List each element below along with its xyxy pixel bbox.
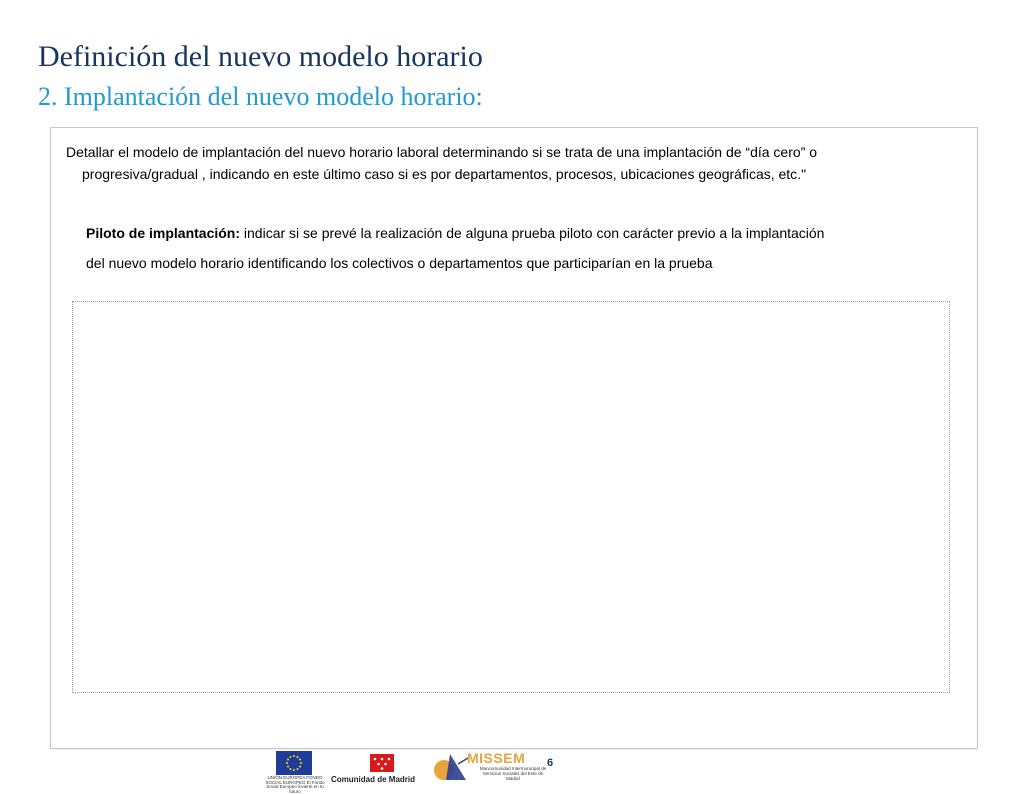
comunidad-madrid-flag-icon	[370, 754, 394, 772]
missem-logo-icon	[432, 750, 470, 784]
pilot-section	[86, 222, 926, 274]
pilot-label: Piloto de implantación:	[86, 225, 241, 241]
eu-stars-icon	[276, 751, 312, 775]
page-title: Definición del nuevo modelo horario	[38, 40, 483, 73]
missem-subtitle: Mancomunidad Intermunicipal de Servicios Sociales del Este de Madrid	[479, 766, 547, 781]
eu-caption: UNIÓN EUROPEA FONDO SOCIAL EUROPEO El Fondo Social Europeo invierte en tu futuro	[265, 775, 325, 794]
instructions-text: Detallar el modelo de implantación del nuevo horario laboral determinando si se trata de una implantación de “día cero” o progresiva/gradual , indicando en este último caso si es por departamentos, procesos, ubicaciones geográficas, etc."	[66, 144, 817, 182]
pilot-line-1	[86, 222, 926, 244]
missem-name: MISSEM	[467, 750, 526, 766]
page-number: 6	[547, 757, 554, 769]
comunidad-madrid-label: Comunidad de Madrid	[331, 775, 415, 784]
pilot-text-1: indicar si se prevé la realización de alguna prueba piloto con carácter previo a la implantación	[240, 225, 825, 241]
section-subtitle: 2. Implantación del nuevo modelo horario:	[38, 82, 483, 111]
pilot-line-2: del nuevo modelo horario identificando los colectivos o departamentos que participarían en la prueba	[86, 255, 713, 271]
eu-flag-icon	[276, 751, 312, 775]
answer-text-area[interactable]	[72, 301, 950, 693]
